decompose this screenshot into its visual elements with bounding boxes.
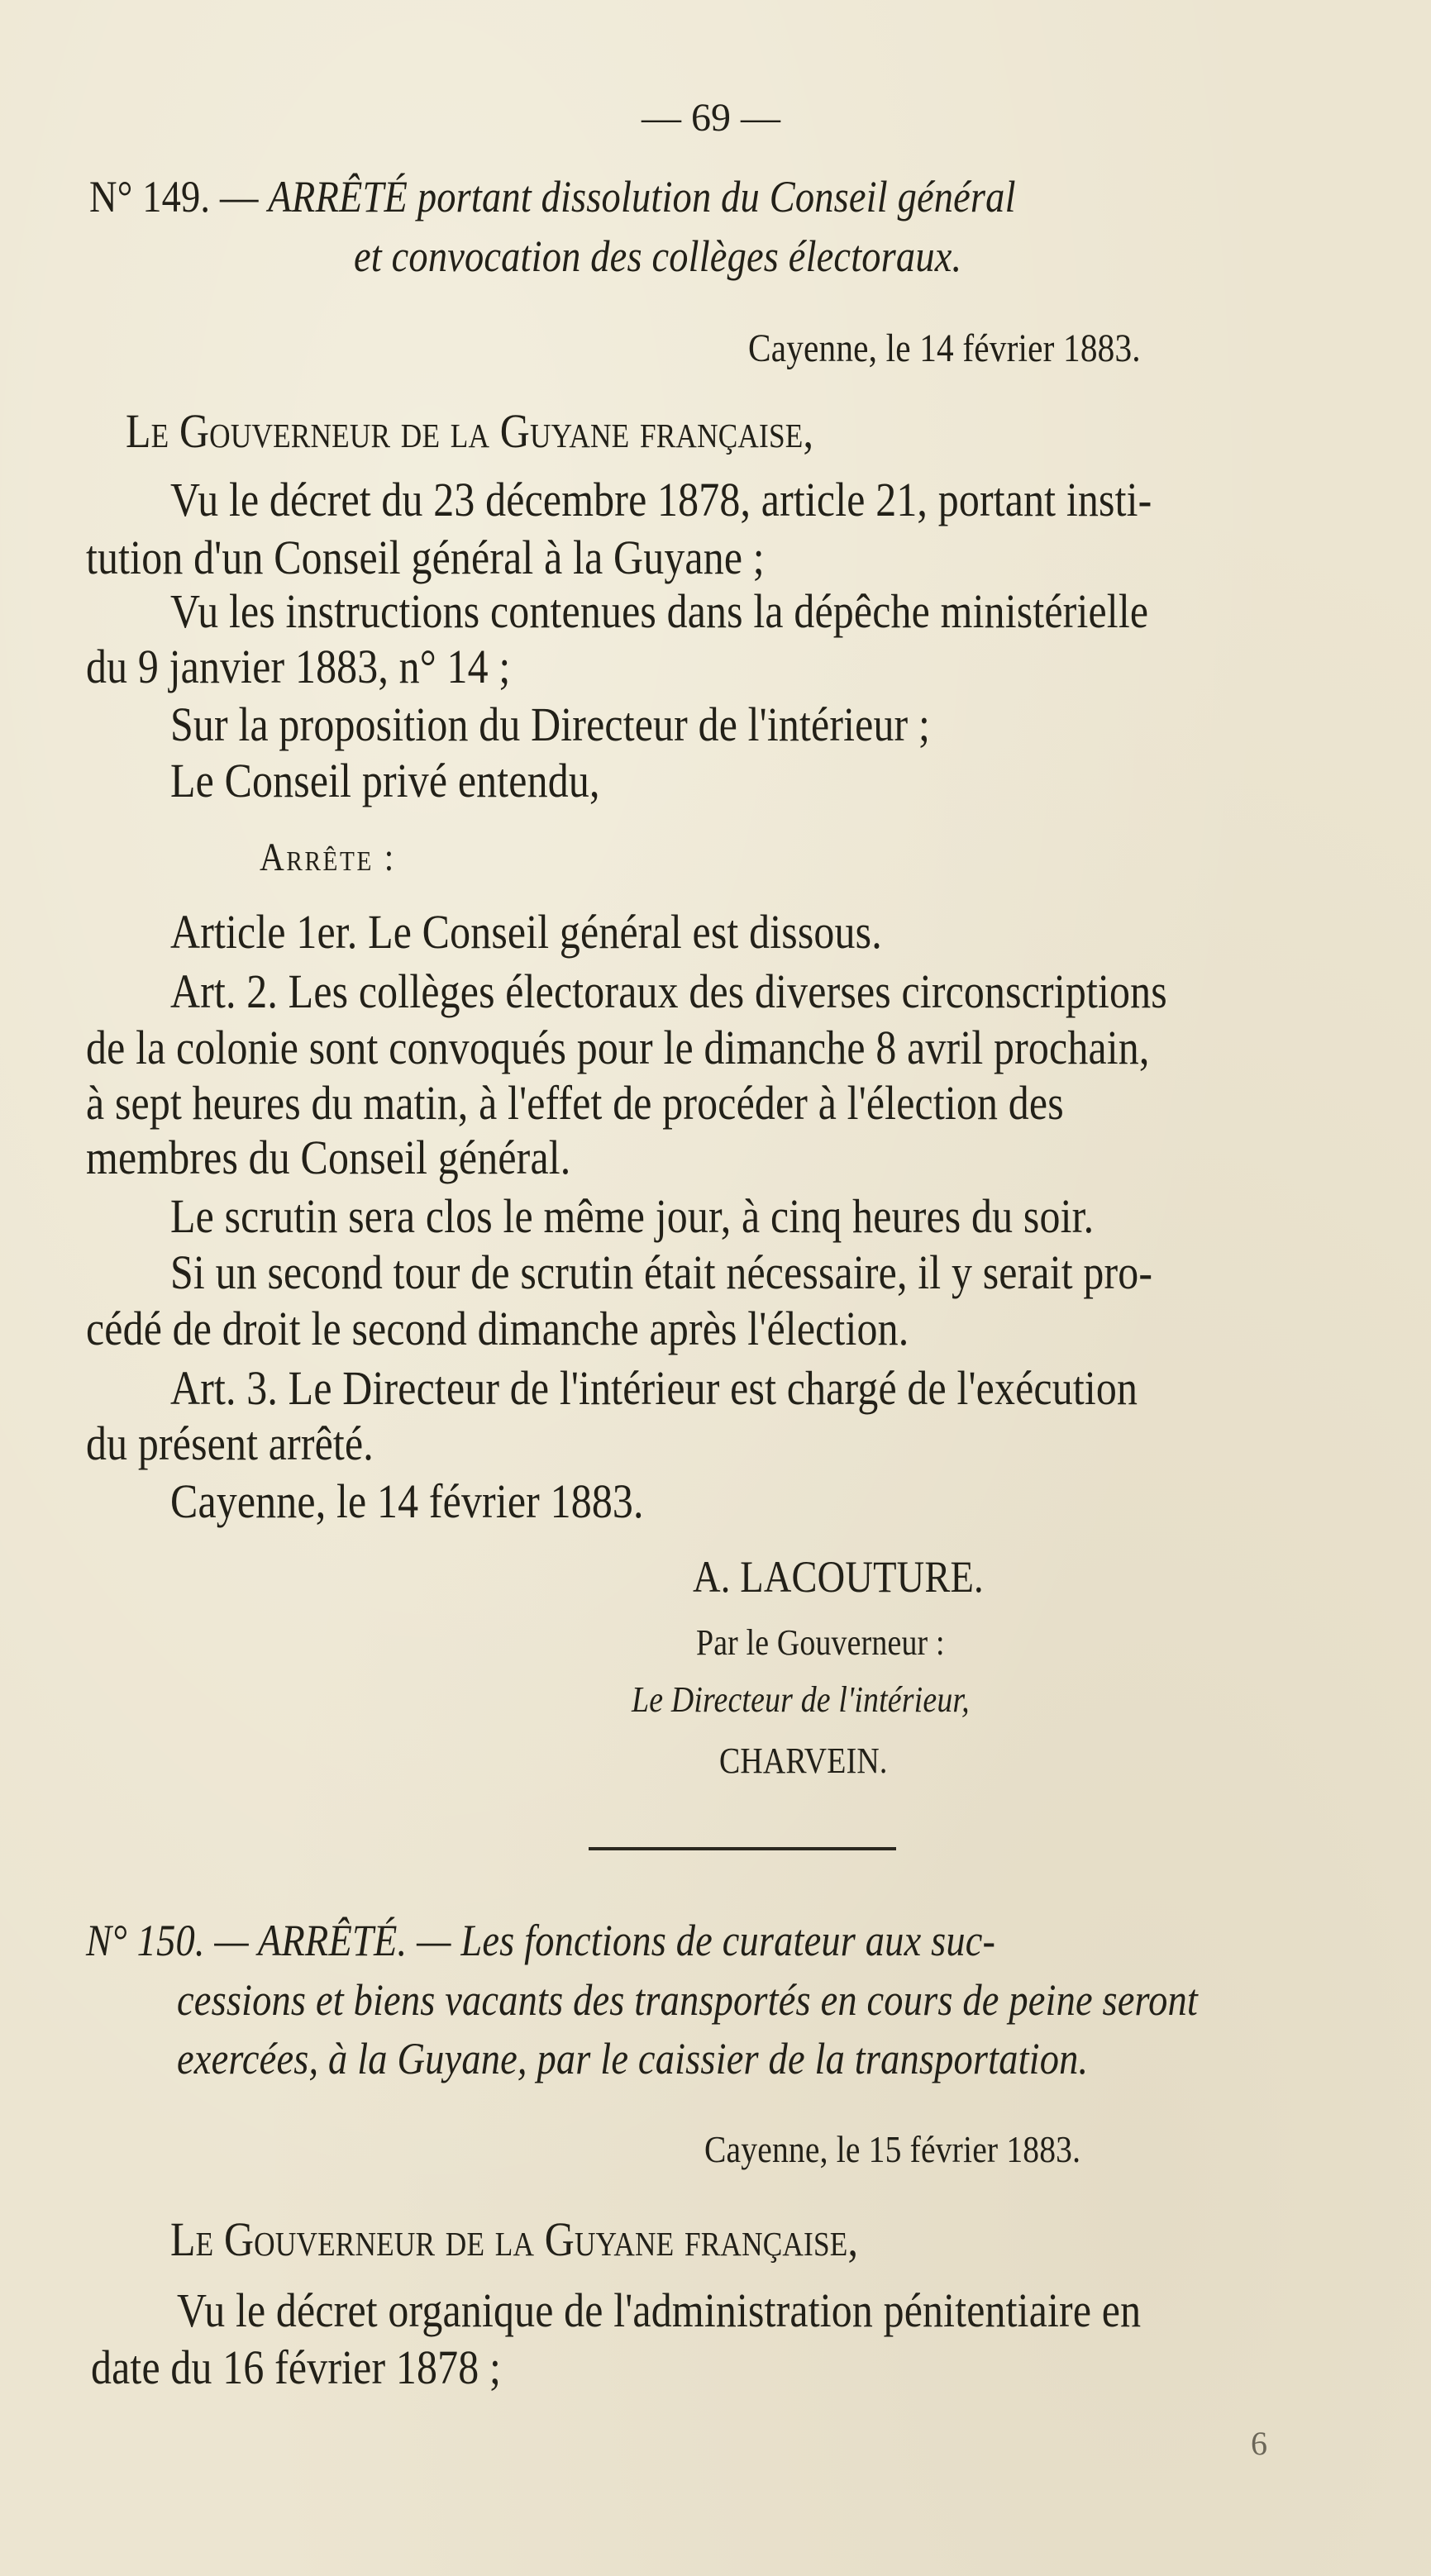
entry-149-article-2-line-4: membres du Conseil général. bbox=[86, 1131, 571, 1184]
entry-149-line-2: tution d'un Conseil général à la Guyane ; bbox=[86, 531, 765, 584]
entry-149-article-2-line-3: à sept heures du matin, à l'effet de procéder à l'élection des bbox=[86, 1076, 1064, 1130]
entry-149-article-2-line-6: Si un second tour de scrutin était nécessaire, il y serait pro- bbox=[170, 1245, 1153, 1299]
entry-149-heading-line-2: et convocation des collèges électoraux. bbox=[354, 231, 962, 281]
entry-149-line-6: Le Conseil privé entendu, bbox=[170, 754, 600, 807]
entry-149-line-4: du 9 janvier 1883, n° 14 ; bbox=[86, 640, 511, 693]
entry-149-title-1: ARRÊTÉ portant dissolution du Conseil général bbox=[268, 172, 1016, 221]
entry-149-par-le-gouverneur: Par le Gouverneur : bbox=[696, 1622, 945, 1663]
entry-150-place-date: Cayenne, le 15 février 1883. bbox=[704, 2128, 1081, 2170]
entry-149-arrete: Arrête : bbox=[260, 836, 396, 879]
entry-150-heading-line-2: cessions et biens vacants des transportés en cours de peine seront bbox=[177, 1975, 1198, 2025]
entry-149-line-5: Sur la proposition du Directeur de l'intérieur ; bbox=[170, 698, 931, 751]
entry-149-countersign: CHARVEIN. bbox=[719, 1740, 888, 1781]
entry-150-line-1: Vu le décret organique de l'administration pénitentiaire en bbox=[177, 2283, 1142, 2337]
entry-149-line-3: Vu les instructions contenues dans la dépêche ministérielle bbox=[170, 584, 1149, 638]
entry-149-place-date: Cayenne, le 14 février 1883. bbox=[748, 326, 1141, 370]
entry-150-heading-line-3: exercées, à la Guyane, par le caissier de la transportation. bbox=[177, 2034, 1089, 2083]
signature-mark: 6 bbox=[1251, 2425, 1267, 2462]
entry-149-article-2-line-2: de la colonie sont convoqués pour le dimanche 8 avril prochain, bbox=[86, 1021, 1150, 1074]
entry-149-signature: A. LACOUTURE. bbox=[693, 1552, 984, 1602]
entry-149-article-2-line-5: Le scrutin sera clos le même jour, à cinq heures du soir. bbox=[170, 1189, 1095, 1243]
entry-149-heading-line-1 bbox=[89, 168, 1016, 226]
entry-149-number: N° 149. — bbox=[89, 172, 269, 221]
entry-149-article-2-line-1: Art. 2. Les collèges électoraux des diverses circonscriptions bbox=[170, 964, 1167, 1018]
entry-149-article-1: Article 1er. Le Conseil général est dissous. bbox=[170, 905, 882, 959]
entry-149-preamble: Le Gouverneur de la Guyane française, bbox=[126, 404, 814, 458]
entry-150-heading-line-1: N° 150. — ARRÊTÉ. — Les fonctions de curateur aux suc- bbox=[86, 1916, 996, 1965]
entry-149-article-2-line-7: cédé de droit le second dimanche après l'élection. bbox=[86, 1302, 909, 1355]
entry-149-article-3-line-2: du présent arrêté. bbox=[86, 1417, 374, 1470]
entry-149-line-1: Vu le décret du 23 décembre 1878, article 21, portant insti- bbox=[170, 473, 1152, 526]
entry-149-directeur: Le Directeur de l'intérieur, bbox=[632, 1679, 970, 1720]
entry-149-closing-date: Cayenne, le 14 février 1883. bbox=[170, 1474, 644, 1528]
page-number: — 69 — bbox=[642, 96, 780, 140]
section-separator bbox=[589, 1847, 896, 1850]
entry-150-line-2: date du 16 février 1878 ; bbox=[91, 2340, 502, 2394]
entry-149-article-3-line-1: Art. 3. Le Directeur de l'intérieur est chargé de l'exécution bbox=[170, 1361, 1138, 1415]
entry-150-preamble: Le Gouverneur de la Guyane française, bbox=[170, 2212, 859, 2266]
